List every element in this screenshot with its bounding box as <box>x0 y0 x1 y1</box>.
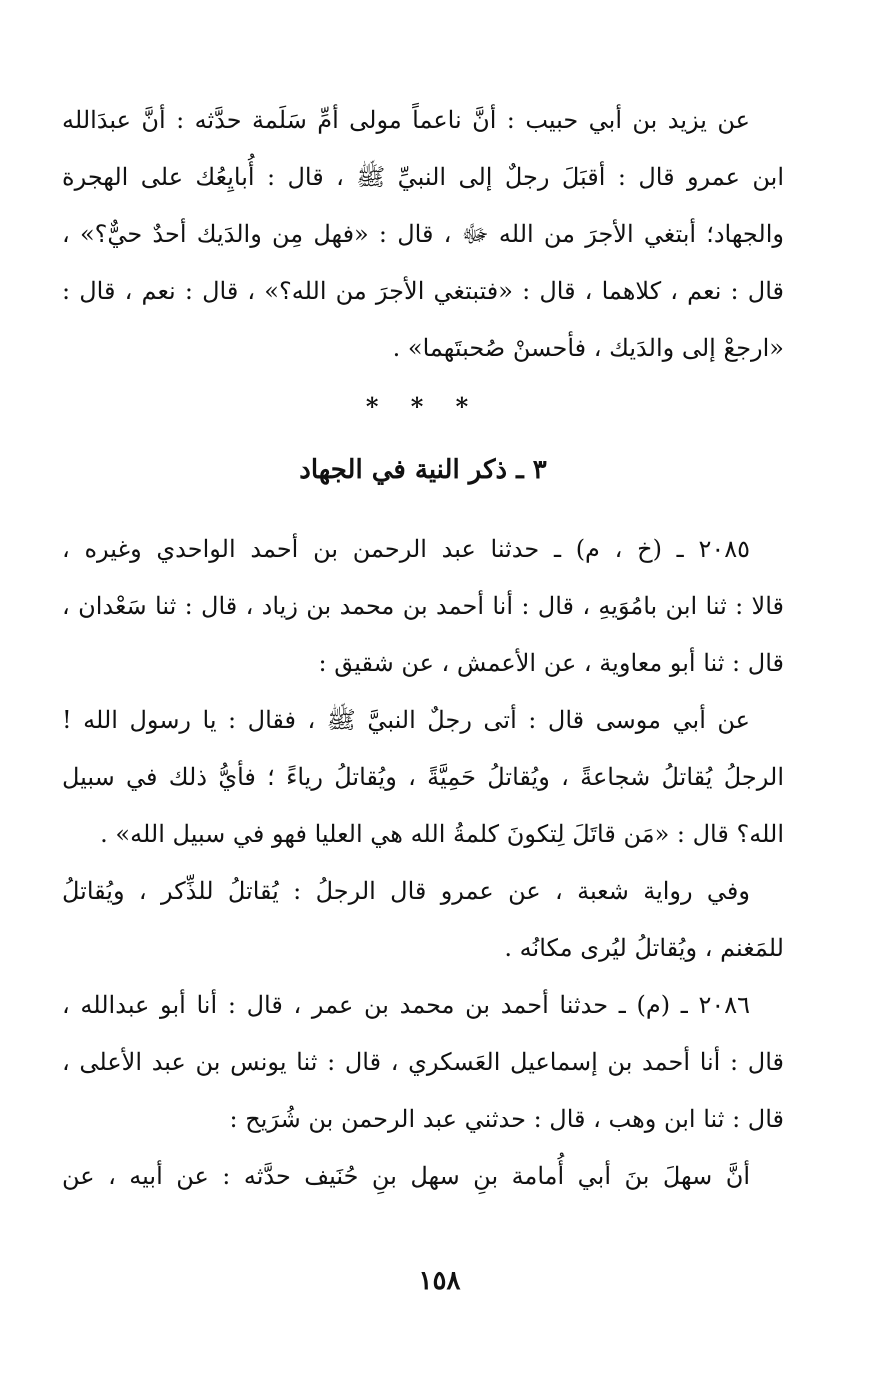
text-line: قال : أنا أحمد بن إسماعيل العَسكري ، قال : ثنا يونس بن عبد الأعلى ، <box>62 1048 784 1076</box>
text-line: والجهاد؛ أبتغي الأجرَ من الله ﷻ ، قال : «فهل مِن والدَيك أحدٌ حيٌّ؟» ، <box>62 220 784 248</box>
text-line: قال : ثنا أبو معاوية ، عن الأعمش ، عن شقيق : <box>318 649 784 677</box>
text-line: قالا : ثنا ابن بامُوَيهِ ، قال : أنا أحمد بن محمد بن زياد ، قال : ثنا سَعْدان ، <box>62 592 784 620</box>
page-body <box>62 92 784 1205</box>
text-line: ٢٠٨٥ ـ (خ ، م) ـ حدثنا عبد الرحمن بن أحمد الواحدي وغيره ، <box>62 535 750 563</box>
text-line: عن يزيد بن أبي حبيب : أنَّ ناعماً مولى أمِّ سَلَمة حدَّثه : أنَّ عبدَالله <box>62 106 750 134</box>
text-line: الله؟ قال : «مَن قاتَلَ لِتكونَ كلمةُ الله هي العليا فهو في سبيل الله» . <box>100 820 784 848</box>
section-separator: * * * <box>365 392 481 421</box>
section-heading: ٣ ـ ذكر النية في الجهاد <box>299 455 547 485</box>
text-line: الرجلُ يُقاتلُ شجاعةً ، ويُقاتلُ حَمِيَّةً ، ويُقاتلُ رياءً ؛ فأيُّ ذلك في سبيل <box>62 763 784 791</box>
hadith-2085-text <box>62 692 784 863</box>
text-line: «ارجعْ إلى والدَيك ، فأحسنْ صُحبتَهما» . <box>392 334 784 362</box>
hadith-2085-chain <box>62 521 784 692</box>
text-line: وفي رواية شعبة ، عن عمرو قال الرجلُ : يُقاتلُ للذِّكر ، ويُقاتلُ <box>62 877 750 905</box>
hadith-2085-variant <box>62 863 784 977</box>
hadith-2086-chain <box>62 977 784 1148</box>
text-line: قال : ثنا ابن وهب ، قال : حدثني عبد الرحمن بن شُرَيح : <box>229 1105 784 1133</box>
text-line: أنَّ سهلَ بنَ أبي أُمامة بنِ سهل بنِ حُنَيف حدَّثه : عن أبيه ، عن <box>62 1162 750 1190</box>
paragraph-hadith-end <box>62 92 784 377</box>
hadith-2086-text <box>62 1148 784 1205</box>
text-line: عن أبي موسى قال : أتى رجلٌ النبيَّ ﷺ ، فقال : يا رسول الله ! <box>62 706 750 734</box>
text-line: ٢٠٨٦ ـ (م) ـ حدثنا أحمد بن محمد بن عمر ، قال : أنا أبو عبدالله ، <box>62 991 750 1019</box>
text-line: للمَغنم ، ويُقاتلُ ليُرى مكانُه . <box>504 934 784 962</box>
text-line: قال : نعم ، كلاهما ، قال : «فتبتغي الأجرَ من الله؟» ، قال : نعم ، قال : <box>62 277 784 305</box>
text-line: ابن عمرو قال : أقبَلَ رجلٌ إلى النبيِّ ﷺ ، قال : أُبايِعُك على الهجرة <box>62 163 784 191</box>
page-number: ١٥٨ <box>418 1266 461 1296</box>
